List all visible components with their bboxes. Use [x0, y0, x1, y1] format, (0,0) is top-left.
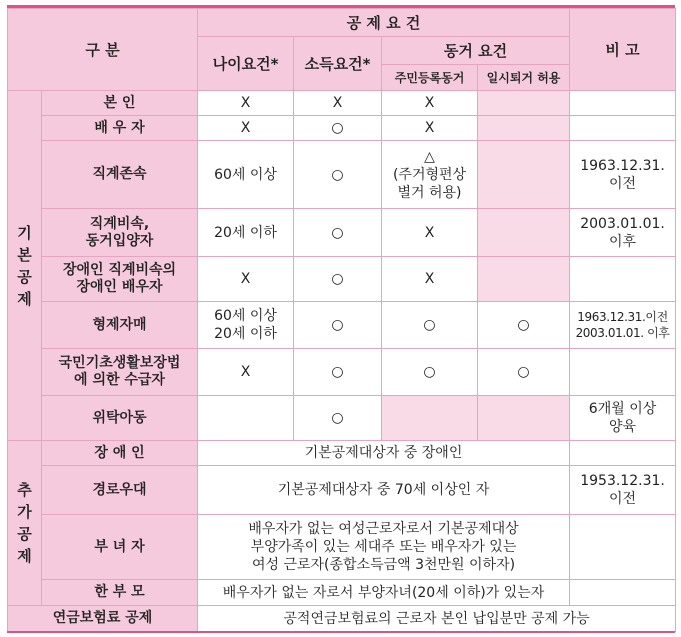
- row-label-lineal-ascendant: 직계존속: [42, 141, 198, 209]
- cell-age: [198, 396, 294, 441]
- row-label-welfare-recipient: 국민기초생활보장법 에 의한 수급자: [42, 349, 198, 396]
- header-age: 나이요건*: [198, 37, 294, 91]
- row-label-women: 부 녀 자: [42, 515, 198, 580]
- header-requirements: 공 제 요 건: [198, 9, 570, 37]
- basic-deduction-group: 기 본 공 제: [8, 91, 42, 441]
- row-label-single-parent: 한 부 모: [42, 580, 198, 606]
- cell-temp: [478, 257, 570, 302]
- cell-income: ○: [294, 396, 382, 441]
- row-label-disabled: 장 애 인: [42, 441, 198, 466]
- cell-age: 20세 이하: [198, 209, 294, 257]
- cell-temp: ○: [478, 349, 570, 396]
- row-label-spouse: 배 우 자: [42, 116, 198, 141]
- header-cohabitation: 동거 요건: [382, 37, 570, 65]
- cell-remarks: 1953.12.31. 이전: [570, 466, 676, 515]
- cell-description: 배우자가 없는 여성근로자로서 기본공제대상 부양가족이 있는 세대주 또는 배우자가 있는 여성 근로자(종합소득금액 3천만원 이하자): [198, 515, 570, 580]
- cell-age: 60세 이상 20세 이하: [198, 302, 294, 349]
- cell-resident: X: [382, 91, 478, 116]
- cell-remarks: [570, 441, 676, 466]
- header-income: 소득요건*: [294, 37, 382, 91]
- bottom-border: [7, 631, 675, 633]
- cell-remarks: 1963.12.31. 이전: [570, 141, 676, 209]
- row-label-self: 본 인: [42, 91, 198, 116]
- header-remarks: 비 고: [570, 9, 676, 91]
- cell-temp: [478, 91, 570, 116]
- cell-resident: X: [382, 116, 478, 141]
- cell-remarks: 2003.01.01. 이후: [570, 209, 676, 257]
- cell-income: ○: [294, 141, 382, 209]
- row-label-siblings: 형제자매: [42, 302, 198, 349]
- cell-age: X: [198, 349, 294, 396]
- cell-remarks: [570, 91, 676, 116]
- cell-temp: [478, 116, 570, 141]
- cell-resident: X: [382, 209, 478, 257]
- cell-income: ○: [294, 116, 382, 141]
- cell-remarks: [570, 580, 676, 606]
- row-label-disabled-spouse: 장애인 직계비속의 장애인 배우자: [42, 257, 198, 302]
- cell-income: ○: [294, 302, 382, 349]
- cell-description: 배우자가 없는 자로서 부양자녀(20세 이하)가 있는자: [198, 580, 570, 606]
- cell-remarks: [570, 515, 676, 580]
- cell-income: X: [294, 91, 382, 116]
- row-label-lineal-descendant: 직계비속, 동거입양자: [42, 209, 198, 257]
- row-label-foster-child: 위탁아동: [42, 396, 198, 441]
- cell-remarks: [570, 349, 676, 396]
- cell-resident: [382, 396, 478, 441]
- cell-age: X: [198, 116, 294, 141]
- row-label-pension: 연금보험료 공제: [8, 606, 198, 632]
- cell-age: 60세 이상: [198, 141, 294, 209]
- row-label-elderly: 경로우대: [42, 466, 198, 515]
- cell-description: 기본공제대상자 중 70세 이상인 자: [198, 466, 570, 515]
- cell-age: X: [198, 257, 294, 302]
- cell-resident: ○: [382, 349, 478, 396]
- header-resident-registration: 주민등록동거: [382, 65, 478, 91]
- cell-age: X: [198, 91, 294, 116]
- cell-income: ○: [294, 257, 382, 302]
- cell-description: 기본공제대상자 중 장애인: [198, 441, 570, 466]
- cell-temp: ○: [478, 302, 570, 349]
- cell-resident: △ (주거형편상 별거 허용): [382, 141, 478, 209]
- cell-resident: X: [382, 257, 478, 302]
- cell-income: ○: [294, 209, 382, 257]
- cell-remarks: [570, 116, 676, 141]
- header-category: 구 분: [8, 9, 198, 91]
- deduction-requirements-table: [7, 8, 676, 632]
- cell-temp: [478, 396, 570, 441]
- cell-temp: [478, 141, 570, 209]
- cell-pension-description: 공적연금보험료의 근로자 본인 납입분만 공제 가능: [198, 606, 676, 632]
- cell-remarks: [570, 257, 676, 302]
- cell-remarks: 6개월 이상 양육: [570, 396, 676, 441]
- cell-remarks: 1963.12.31.이전 2003.01.01. 이후: [570, 302, 676, 349]
- additional-deduction-group: 추 가 공 제: [8, 441, 42, 606]
- header-temporary-leave: 일시퇴거 허용: [478, 65, 570, 91]
- cell-temp: [478, 209, 570, 257]
- cell-resident: ○: [382, 302, 478, 349]
- cell-income: ○: [294, 349, 382, 396]
